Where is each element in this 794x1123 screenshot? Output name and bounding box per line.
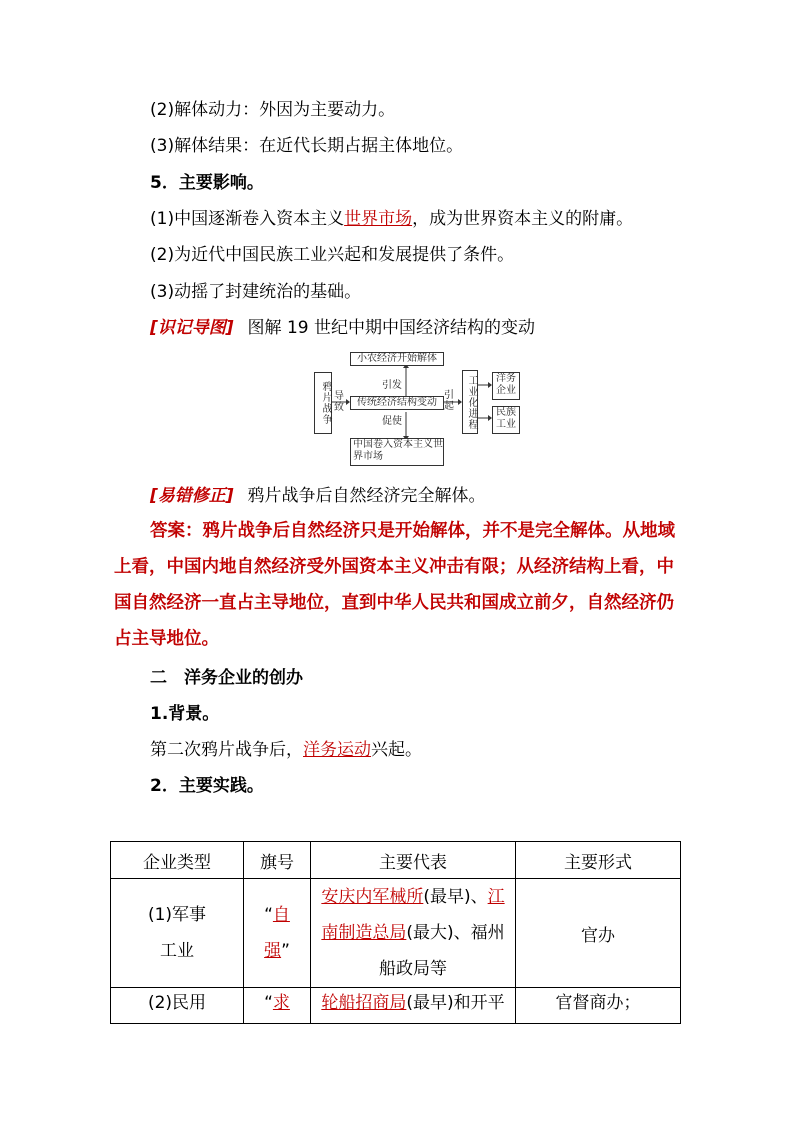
table-cell	[311, 988, 516, 1024]
table-cell	[244, 988, 311, 1024]
diagram-caption	[150, 318, 535, 338]
answer-fill: 江南制造总局	[321, 887, 505, 943]
cell-text: (1)军事工业	[147, 905, 207, 961]
answer-label: 答案	[150, 521, 185, 541]
text-line: (3)解体结果：在近代长期占据主体地位。	[150, 136, 464, 156]
industrialization-box: 工业化进程	[462, 370, 478, 434]
table-header: 旗号	[244, 842, 311, 879]
table-cell: 官办	[516, 879, 681, 988]
top-box: 小农经济开始解体	[350, 352, 444, 366]
cell-text: ”	[281, 941, 290, 961]
cell-text: (最大)、福州船政局等	[379, 923, 505, 979]
text-line	[150, 209, 633, 229]
table-cell	[244, 879, 311, 988]
opium-war-box: 鸦片战争	[314, 372, 332, 434]
answer-fill: 轮船招商局	[321, 993, 407, 1013]
text-span: 第二次鸦片战争后，	[150, 740, 303, 760]
table-header: 主要代表	[311, 842, 516, 879]
table-header: 主要形式	[516, 842, 681, 879]
center-box: 传统经济结构变动	[350, 396, 444, 410]
answer-paragraph	[114, 513, 688, 657]
text-line: (3)动摇了封建统治的基础。	[150, 282, 362, 302]
cell-text: (最早)、	[423, 887, 488, 907]
answer-fill: 世界市场	[344, 209, 413, 229]
enterprise-table	[110, 841, 681, 1024]
cell-text: (最早)和开平	[406, 993, 505, 1013]
arrow-label-trigger: 引发	[382, 380, 402, 391]
yangwu-box: 洋务企业	[492, 372, 520, 400]
correction-line	[150, 486, 486, 506]
section-tag: [识记导图]	[150, 318, 234, 338]
text-line	[150, 740, 422, 760]
cell-text: “	[264, 905, 273, 925]
subsection-heading: 1.背景。	[150, 704, 220, 724]
caption-text: 图解 19 世纪中期中国经济结构的变动	[247, 318, 535, 338]
table-cell: (2)民用	[111, 988, 244, 1024]
table-header-row	[111, 842, 681, 879]
bottom-box: 中国卷入资本主义世界市场	[350, 438, 444, 466]
text-span: 兴起。	[371, 740, 422, 760]
section-tag: [易错修正]	[150, 486, 234, 506]
subsection-heading: 2．主要实践。	[150, 776, 264, 796]
section-heading: 5．主要影响。	[150, 173, 264, 193]
text-line: (2)解体动力：外因为主要动力。	[150, 100, 396, 120]
text-line: (2)为近代中国民族工业兴起和发展提供了条件。	[150, 245, 515, 265]
table-cell	[311, 879, 516, 988]
cell-text: “	[264, 993, 273, 1013]
table-header: 企业类型	[111, 842, 244, 879]
table-cell: 官督商办；	[516, 988, 681, 1024]
arrow-label-caused: 引起	[444, 390, 454, 412]
answer-fill: 自强	[264, 905, 290, 961]
table-row	[111, 988, 681, 1024]
table-row	[111, 879, 681, 988]
arrow-label-led-to: 导致	[334, 391, 344, 413]
answer-fill: 洋务运动	[303, 740, 371, 760]
arrow-label-promote: 促使	[382, 416, 402, 427]
minzu-box: 民族工业	[492, 406, 520, 434]
section-heading: 二 洋务企业的创办	[150, 668, 303, 688]
economic-structure-diagram	[312, 350, 532, 468]
answer-fill: 安庆内军械所	[321, 887, 424, 907]
answer-text: ：鸦片战争后自然经济只是开始解体，并不是完全解体。从地域上看，中国内地自然经济受外国资本主义冲击有限；从经济结构上看，中国自然经济一直占主导地位，直到中华人民共和国成立前夕，自然经济仍占主导地位。	[114, 521, 675, 649]
text-span: ，成为世界资本主义的附庸。	[412, 209, 634, 229]
correction-text: 鸦片战争后自然经济完全解体。	[247, 486, 486, 506]
text-span: (1)中国逐渐卷入资本主义	[150, 209, 345, 229]
answer-fill: 求	[272, 993, 290, 1013]
table-cell	[111, 879, 244, 988]
